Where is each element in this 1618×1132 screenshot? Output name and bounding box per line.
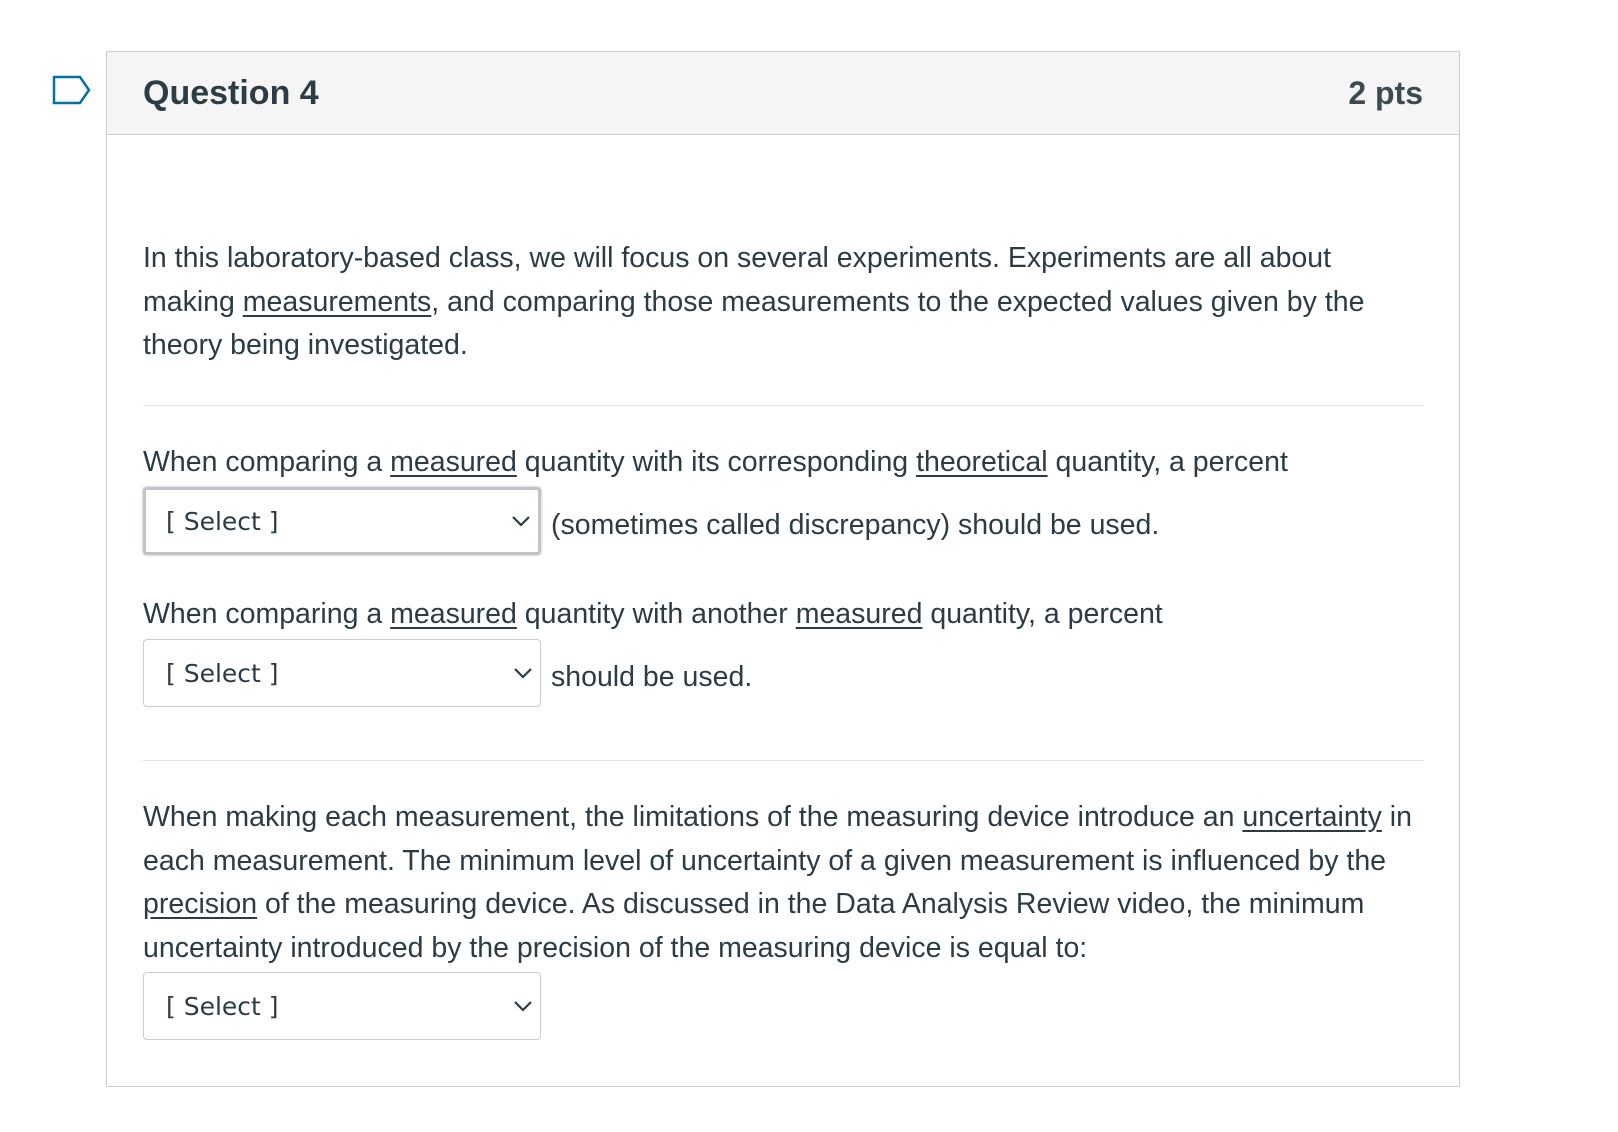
q3-text-1: When making each measurement, the limitations of the measuring device introduce an (143, 801, 1243, 833)
question-card (106, 51, 1460, 1087)
q2-prompt (143, 593, 1163, 637)
q1-answer-row (143, 487, 1159, 555)
question-title: Question 4 (143, 73, 319, 112)
q2-text-1: When comparing a (143, 598, 391, 630)
intro-paragraph (143, 237, 1424, 368)
q3-select-dropdown[interactable] (143, 972, 541, 1040)
q3-prompt (143, 796, 1424, 970)
q2-text-3: quantity, a percent (922, 598, 1163, 630)
chevron-down-icon (510, 514, 532, 528)
question-points: 2 pts (1348, 74, 1423, 111)
q1-underlined-theoretical: theoretical (916, 446, 1048, 478)
q3-text-2: in each measurement. The minimum level of uncertainty of a given measurement is influenced by the (143, 801, 1412, 877)
intro-text-2: , and comparing those measurements to the expected values given by the theory being investigated. (143, 285, 1365, 361)
q1-select-value: [ Select ] (166, 506, 279, 536)
q2-underlined-measured-2: measured (795, 598, 923, 630)
chevron-down-icon (512, 666, 534, 680)
flag-question-icon[interactable] (52, 75, 92, 105)
chevron-down-icon (512, 999, 534, 1013)
q3-underlined-precision: precision (143, 888, 258, 920)
q2-select-value: [ Select ] (166, 658, 279, 688)
q3-underlined-uncertainty: uncertainty (1242, 801, 1382, 833)
q1-underlined-measured: measured (390, 446, 517, 478)
q1-text-3: quantity, a percent (1047, 446, 1288, 478)
q3-select-value: [ Select ] (166, 991, 279, 1021)
q1-text-2: quantity with its corresponding (516, 446, 917, 478)
q2-answer-row (143, 639, 752, 707)
q1-select-dropdown[interactable] (143, 487, 541, 555)
intro-text-1: In this laboratory-based class, we will focus on several experiments. Experiments are all about making (143, 242, 1332, 318)
q2-underlined-measured-1: measured (390, 598, 517, 630)
q3-text-3: of the measuring device. As discussed in the Data Analysis Review video, the minimum uncertainty introduced by the precision of the measuring device is equal to: (143, 888, 1365, 964)
divider (143, 760, 1424, 761)
question-header (107, 52, 1459, 135)
q3-answer-row (143, 972, 541, 1040)
q2-text-2: quantity with another (516, 598, 796, 630)
divider (143, 405, 1424, 406)
q2-after-text: should be used. (551, 660, 753, 693)
intro-underlined-measurements: measurements (242, 285, 432, 318)
q1-text-1: When comparing a (143, 446, 391, 478)
q2-select-dropdown[interactable] (143, 639, 541, 707)
q1-prompt (143, 441, 1424, 485)
q1-after-text: (sometimes called discrepancy) should be used. (551, 508, 1160, 541)
